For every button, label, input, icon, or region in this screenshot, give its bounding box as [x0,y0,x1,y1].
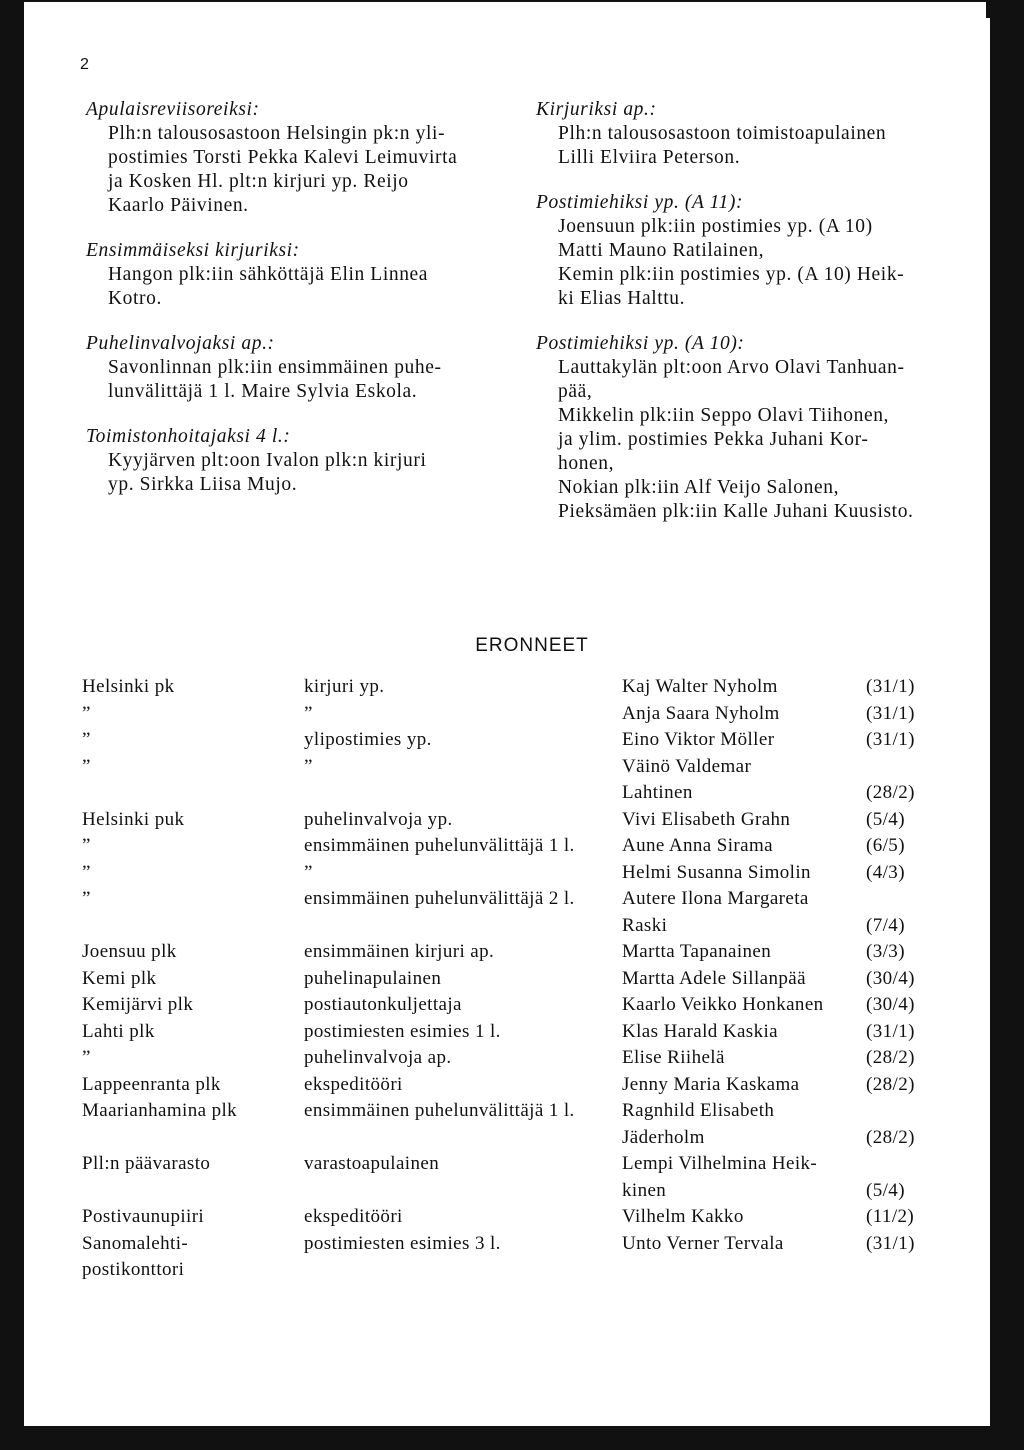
name-cell: Vilhelm Kakko [622,1206,744,1227]
section-heading: Apulaisreviisoreiksi: [86,99,260,120]
name-cell: Helmi Susanna Simolin [622,861,811,883]
name-cell: Eino Viktor Möller [622,729,775,750]
office-cell: ” [82,861,91,883]
section-line: Lilli Elviira Peterson. [558,147,741,168]
table-row [82,994,936,1021]
section-gap [86,404,506,425]
office-cell: Helsinki puk [82,808,185,830]
office-cell: Sanomalehti- [82,1232,189,1254]
section-gap [536,170,956,191]
table-row [82,1074,936,1101]
section-line: Mikkelin plk:iin Seppo Olavi Tiihonen, [558,405,890,426]
section-line: Hangon plk:iin sähköttäjä Elin Linnea [108,264,429,285]
office-cell: ” [82,755,91,777]
section-heading: Ensimmäiseksi kirjuriksi: [86,240,300,261]
title-cell: ensimmäinen kirjuri ap. [304,941,495,962]
date-cell: (30/4) [866,967,915,989]
date-cell: (5/4) [866,1179,905,1201]
title-cell: ekspeditööri [304,1206,403,1227]
table-row [82,888,936,915]
date-cell: (28/2) [866,1047,915,1068]
resigned-heading: ERONNEET [475,635,589,656]
office-cell: Helsinki pk [82,676,175,697]
date-cell: (6/5) [866,835,905,856]
section-line: Savonlinnan plk:iin ensimmäinen puhe- [108,357,442,378]
office-cell: Pll:n päävarasto [82,1153,211,1174]
office-cell [82,1180,304,1207]
name-cell: Väinö Valdemar [622,755,752,777]
section-line: Plh:n talousosastoon toimistoapulainen [558,123,887,144]
date-cell [866,1153,936,1180]
title-cell [304,915,622,942]
office-cell [82,1127,304,1154]
left-column [86,98,506,497]
title-cell: ensimmäinen puhelunvälittäjä 2 l. [304,888,575,909]
name-cell: kinen [622,1179,667,1201]
date-cell [866,888,936,915]
title-cell [304,1259,622,1286]
name-cell: Jäderholm [622,1126,705,1148]
section-line: Kemin plk:iin postimies yp. (A 10) Heik- [558,264,905,285]
name-cell: Kaj Walter Nyholm [622,676,778,697]
title-cell [304,1127,622,1154]
name-cell: Aune Anna Sirama [622,835,773,856]
resigned-table [82,676,936,1286]
section-line: yp. Sirkka Liisa Mujo. [108,474,298,495]
office-cell [82,915,304,942]
title-cell: ” [304,755,313,777]
date-cell [866,756,936,783]
office-cell: Kemi plk [82,967,157,989]
table-row [82,968,936,995]
office-cell: Lappeenranta plk [82,1073,221,1095]
office-cell: ” [82,1047,91,1068]
title-cell [304,782,622,809]
date-cell: (28/2) [866,1073,915,1095]
date-cell [866,1259,936,1286]
name-cell: Ragnhild Elisabeth [622,1100,775,1121]
right-column [536,98,956,524]
table-row [82,1021,936,1048]
title-cell: postimiesten esimies 1 l. [304,1020,501,1042]
section-line: Kotro. [108,288,162,309]
section-line: postimies Torsti Pekka Kalevi Leimuvirta [108,147,458,168]
title-cell: postiautonkuljettaja [304,994,462,1015]
section-line: ki Elias Halttu. [558,288,686,309]
office-cell: Joensuu plk [82,941,177,962]
date-cell [866,1100,936,1127]
date-cell: (31/1) [866,1020,915,1042]
office-cell: Postivaunupiiri [82,1206,205,1227]
table-row [82,676,936,703]
section-line: Matti Mauno Ratilainen, [558,240,765,261]
section-heading: Toimistonhoitajaksi 4 l.: [86,426,291,447]
section-gap [86,311,506,332]
section-line: honen, [558,453,615,474]
scan-border-left [0,0,24,1450]
title-cell: varastoapulainen [304,1153,440,1174]
name-cell: Lempi Vilhelmina Heik- [622,1153,818,1174]
section-line: pää, [558,381,593,402]
name-cell: Elise Riihelä [622,1047,725,1068]
name-cell: Jenny Maria Kaskama [622,1073,800,1095]
date-cell: (4/3) [866,861,905,883]
name-cell: Unto Verner Tervala [622,1232,784,1254]
section-heading: Postimiehiksi yp. (A 10): [536,333,745,354]
title-cell: ekspeditööri [304,1073,403,1095]
table-row [82,1100,936,1127]
section-line: Nokian plk:iin Alf Veijo Salonen, [558,477,840,498]
table-row [82,703,936,730]
table-row [82,1206,936,1233]
section-line: Plh:n talousosastoon Helsingin pk:n yli- [108,123,446,144]
section-gap [86,218,506,239]
name-cell: Martta Tapanainen [622,941,772,962]
table-row [82,729,936,756]
page-number: 2 [80,56,89,73]
section-heading: Postimiehiksi yp. (A 11): [536,192,744,213]
office-cell: Kemijärvi plk [82,994,194,1015]
title-cell: postimiesten esimies 3 l. [304,1232,501,1254]
date-cell: (31/1) [866,729,915,750]
table-row [82,809,936,836]
office-cell: ” [82,835,91,856]
office-cell: ” [82,888,91,909]
date-cell: (5/4) [866,808,905,830]
table-row [82,941,936,968]
title-cell: kirjuri yp. [304,676,385,697]
table-row [82,1233,936,1260]
name-cell: Vivi Elisabeth Grahn [622,808,791,830]
date-cell: (31/1) [866,702,915,724]
table-row [82,756,936,783]
table-row [82,1259,936,1286]
title-cell: puhelinvalvoja ap. [304,1047,452,1068]
date-cell: (28/2) [866,782,915,803]
date-cell: (7/4) [866,914,905,936]
table-row [82,862,936,889]
name-cell: Kaarlo Veikko Honkanen [622,994,824,1015]
table-row [82,1127,936,1154]
table-row [82,1180,936,1207]
office-cell [82,782,304,809]
name-cell: Martta Adele Sillanpää [622,967,806,989]
section-line: Pieksämäen plk:iin Kalle Juhani Kuusisto. [558,501,914,522]
office-cell: ” [82,702,91,724]
section-gap [536,311,956,332]
table-row [82,915,936,942]
name-cell: Lahtinen [622,782,693,803]
name-cell: Klas Harald Kaskia [622,1020,778,1042]
office-cell: Lahti plk [82,1020,155,1042]
title-cell [304,1180,622,1207]
title-cell: ensimmäinen puhelunvälittäjä 1 l. [304,835,575,856]
title-cell: puhelinapulainen [304,967,442,989]
section-line: ja Kosken Hl. plt:n kirjuri yp. Reijo [108,171,409,192]
name-cell: Raski [622,914,668,936]
section-heading: Puhelinvalvojaksi ap.: [86,333,275,354]
table-row [82,782,936,809]
date-cell: (11/2) [866,1206,915,1227]
section-line: Joensuun plk:iin postimies yp. (A 10) [558,216,873,237]
date-cell: (31/1) [866,1232,915,1254]
title-cell: ensimmäinen puhelunvälittäjä 1 l. [304,1100,575,1121]
name-cell: Anja Saara Nyholm [622,702,780,724]
date-cell: (31/1) [866,676,915,697]
section-line: Kyyjärven plt:oon Ivalon plk:n kirjuri [108,450,427,471]
date-cell: (28/2) [866,1126,915,1148]
office-cell: Maarianhamina plk [82,1100,238,1121]
title-cell: ” [304,861,313,883]
section-line: Kaarlo Päivinen. [108,195,249,216]
title-cell: ylipostimies yp. [304,729,432,750]
scan-border-corner [986,0,1024,18]
office-cell: ” [82,729,91,750]
title-cell: ” [304,702,313,724]
name-cell: Autere Ilona Margareta [622,888,809,909]
date-cell: (3/3) [866,941,905,962]
table-row [82,1153,936,1180]
office-cell: postikonttori [82,1259,185,1280]
scan-border-right [990,0,1024,1450]
title-cell: puhelinvalvoja yp. [304,808,453,830]
section-line: lunvälittäjä 1 l. Maire Sylvia Eskola. [108,381,418,402]
section-line: Lauttakylän plt:oon Arvo Olavi Tanhuan- [558,357,905,378]
table-row [82,835,936,862]
scan-border-bottom [0,1426,1024,1450]
date-cell: (30/4) [866,994,915,1015]
section-heading: Kirjuriksi ap.: [536,99,657,120]
name-cell [622,1259,866,1286]
table-row [82,1047,936,1074]
section-line: ja ylim. postimies Pekka Juhani Kor- [558,429,869,450]
resigned-table-body [82,676,936,1286]
